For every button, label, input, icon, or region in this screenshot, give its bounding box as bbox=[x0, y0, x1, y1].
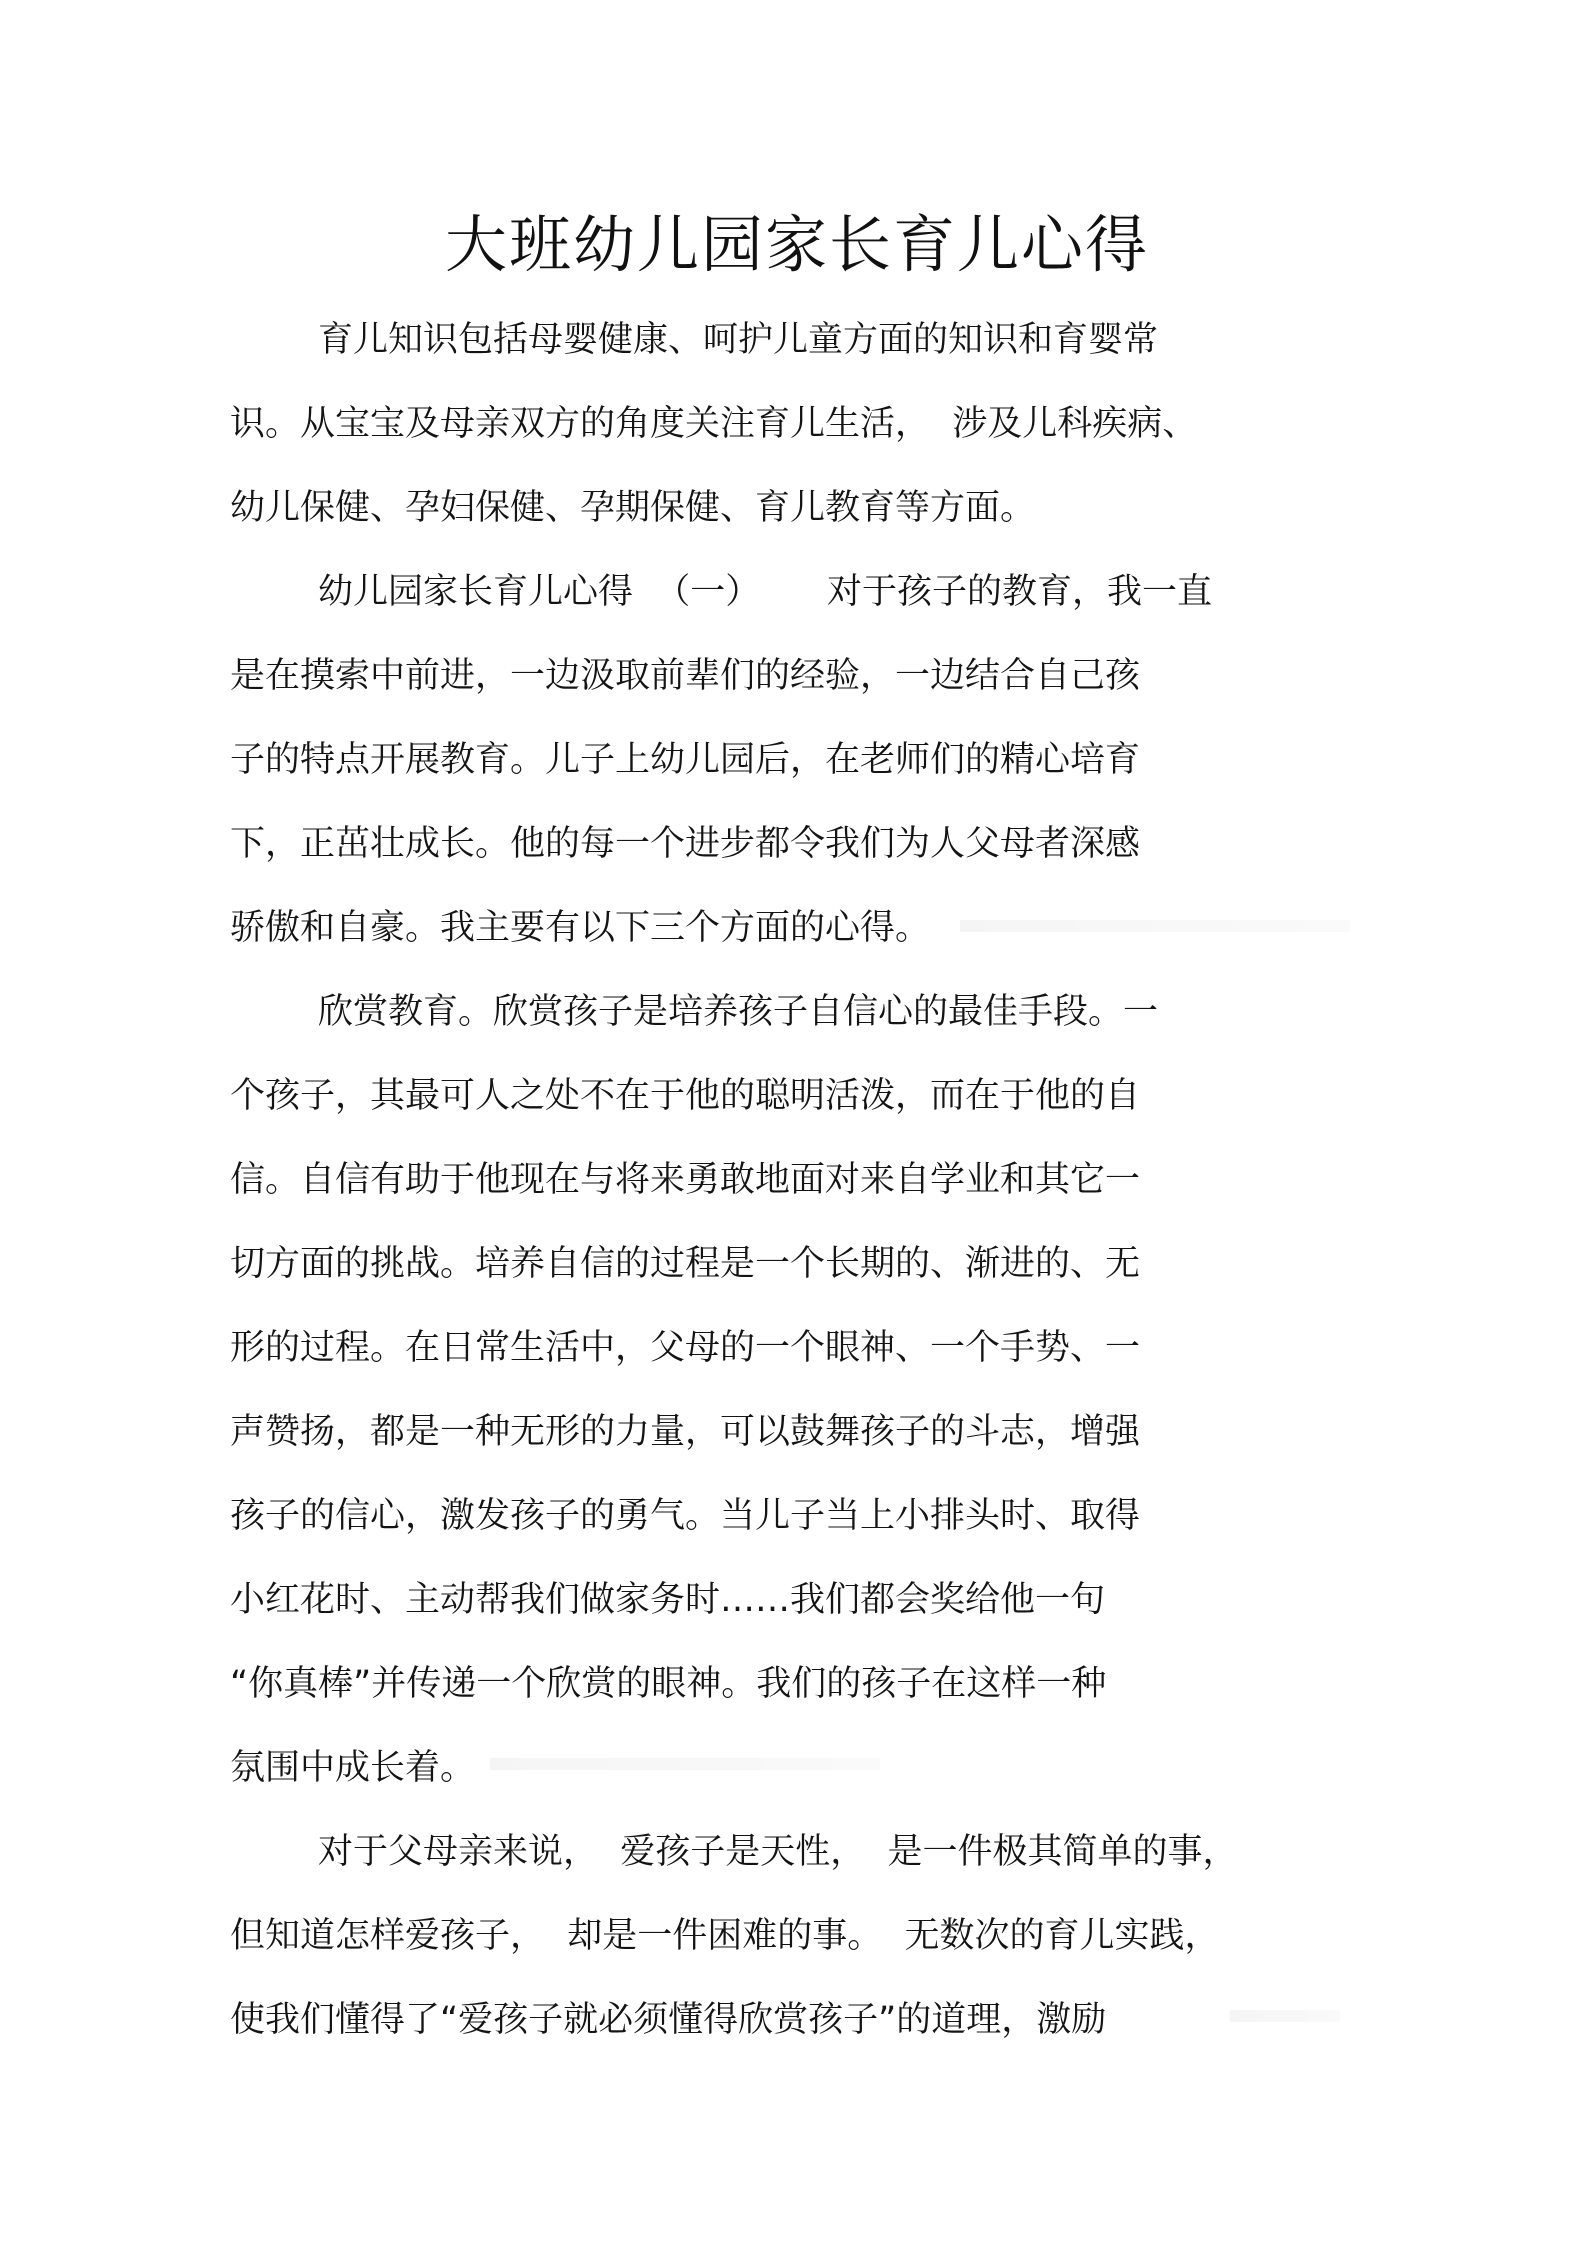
scan-artifact bbox=[490, 1758, 880, 1770]
scan-artifact bbox=[960, 920, 1350, 932]
paragraph-line: 是在摸索中前进，一边汲取前辈们的经验，一边结合自己孩 bbox=[230, 656, 1141, 696]
paragraph-line: “你真棒”并传递一个欣赏的眼神。我们的孩子在这样一种 bbox=[230, 1664, 1107, 1704]
paragraph-line: 幼儿园家长育儿心得 （一） 对于孩子的教育，我一直 bbox=[318, 572, 1213, 612]
paragraph-line: 个孩子，其最可人之处不在于他的聪明活泼，而在于他的自 bbox=[230, 1076, 1141, 1116]
paragraph-line: 孩子的信心，激发孩子的勇气。当儿子当上小排头时、取得 bbox=[230, 1496, 1141, 1536]
paragraph-line: 幼儿保健、孕妇保健、孕期保健、育儿教育等方面。 bbox=[230, 488, 1036, 528]
paragraph-line: 氛围中成长着。 bbox=[230, 1748, 476, 1788]
paragraph-line: 形的过程。在日常生活中，父母的一个眼神、一个手势、一 bbox=[230, 1328, 1141, 1368]
paragraph-line: 声赞扬，都是一种无形的力量，可以鼓舞孩子的斗志，增强 bbox=[230, 1412, 1141, 1452]
paragraph-line: 使我们懂得了“爱孩子就必须懂得欣赏孩子”的道理，激励 bbox=[230, 2000, 1107, 2040]
paragraph-line: 切方面的挑战。培养自信的过程是一个长期的、渐进的、无 bbox=[230, 1244, 1141, 1284]
scan-artifact bbox=[1230, 2010, 1340, 2022]
paragraph-line: 小红花时、主动帮我们做家务时……我们都会奖给他一句 bbox=[230, 1580, 1106, 1620]
paragraph-line: 育儿知识包括母婴健康、呵护儿童方面的知识和育婴常 bbox=[318, 320, 1159, 360]
paragraph-line: 但知道怎样爱孩子， 却是一件困难的事。 无数次的育儿实践， bbox=[230, 1916, 1220, 1956]
paragraph-line: 信。自信有助于他现在与将来勇敢地面对来自学业和其它一 bbox=[230, 1160, 1141, 1200]
paragraph-line: 欣赏教育。欣赏孩子是培养孩子自信心的最佳手段。一 bbox=[318, 992, 1159, 1032]
paragraph-line: 骄傲和自豪。我主要有以下三个方面的心得。 bbox=[230, 908, 931, 948]
paragraph-line: 识。从宝宝及母亲双方的角度关注育儿生活， 涉及儿科疾病、 bbox=[230, 404, 1198, 444]
document-title: 大班幼儿园家长育儿心得 bbox=[444, 208, 1149, 281]
paragraph-line: 对于父母亲来说， 爱孩子是天性， 是一件极其简单的事， bbox=[318, 1832, 1238, 1872]
paragraph-line: 下，正茁壮成长。他的每一个进步都令我们为人父母者深感 bbox=[230, 824, 1141, 864]
paragraph-line: 子的特点开展教育。儿子上幼儿园后，在老师们的精心培育 bbox=[230, 740, 1141, 780]
